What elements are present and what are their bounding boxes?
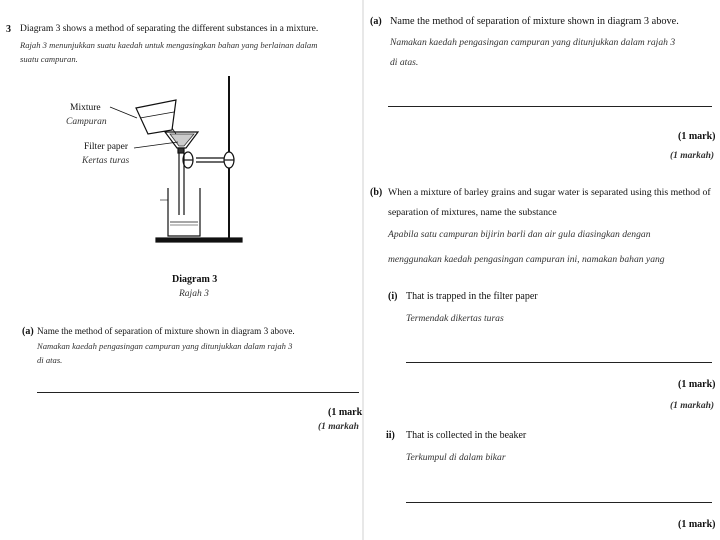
left-part-a-question: Name the method of separation of mixture shown in diagram 3 above.: [37, 326, 295, 336]
diagram-caption: Diagram 3: [172, 274, 218, 285]
question-intro-en: Diagram 3 shows a method of separating the different substances in a mixture.: [20, 24, 319, 34]
right-part-a-label: (a): [370, 16, 382, 27]
left-answer-line-a[interactable]: [37, 392, 359, 393]
sub-ii-mark: (1 mark): [678, 519, 716, 530]
question-number: 3: [6, 24, 11, 35]
left-mark-a: (1 mark: [328, 407, 363, 418]
answer-line-b-i[interactable]: [406, 362, 712, 363]
right-mark-a-ms: (1 markah): [670, 151, 715, 161]
sub-i-mark-ms: (1 markah): [670, 401, 715, 411]
sub-i-mark: (1 mark): [678, 379, 716, 390]
answer-line-b-ii[interactable]: [406, 502, 712, 503]
right-mark-a: (1 mark): [678, 131, 716, 142]
right-answer-line-a[interactable]: [388, 106, 712, 107]
diagram-caption-ms: Rajah 3: [179, 289, 209, 299]
left-part-a-question-ms-cont: di atas.: [37, 355, 63, 365]
part-b-label: (b): [370, 187, 383, 198]
left-part-a-question-ms: Namakan kaedah pengasingan campuran yang ditunjukkan dalam rajah 3: [37, 341, 293, 351]
sub-ii-question: That is collected in the beaker: [406, 430, 527, 441]
sub-ii-label: ii): [386, 430, 395, 441]
question-intro-ms-cont: suatu campuran.: [20, 54, 78, 64]
left-mark-a-ms: (1 markah: [318, 422, 359, 432]
filtration-diagram: [0, 60, 362, 260]
right-part-a-question-ms: Namakan kaedah pengasingan campuran yang ditunjukkan dalam rajah 3: [390, 37, 676, 48]
sub-i-question: That is trapped in the filter paper: [406, 291, 538, 302]
label-filter-paper: Filter paper: [84, 142, 129, 152]
sub-ii-question-ms: Terkumpul di dalam bikar: [406, 452, 506, 463]
label-mixture: Mixture: [70, 103, 101, 113]
left-part-a-label: (a): [22, 326, 34, 337]
label-filter-paper-ms: Kertas turas: [82, 156, 130, 166]
part-b-question-ms-cont: menggunakan kaedah pengasingan campuran ini, namakan bahan yang: [388, 254, 665, 265]
question-intro-ms: Rajah 3 menunjukkan suatu kaedah untuk mengasingkan bahan yang berlainan dalam: [20, 40, 318, 50]
retort-base: [156, 238, 242, 242]
right-page: [364, 0, 720, 540]
label-mixture-ms: Campuran: [66, 117, 107, 127]
right-part-a-question-ms-cont: di atas.: [390, 57, 419, 68]
part-b-question-ms: Apabila satu campuran bijirin barli dan air gula diasingkan dengan: [388, 229, 651, 240]
part-b-question-cont: separation of mixtures, name the substance: [388, 207, 557, 218]
sub-i-question-ms: Termendak dikertas turas: [406, 313, 504, 324]
right-part-a-question: Name the method of separation of mixture shown in diagram 3 above.: [390, 16, 679, 27]
sub-i-label: (i): [388, 291, 398, 302]
part-b-question: When a mixture of barley grains and sugar water is separated using this method of: [388, 187, 711, 198]
